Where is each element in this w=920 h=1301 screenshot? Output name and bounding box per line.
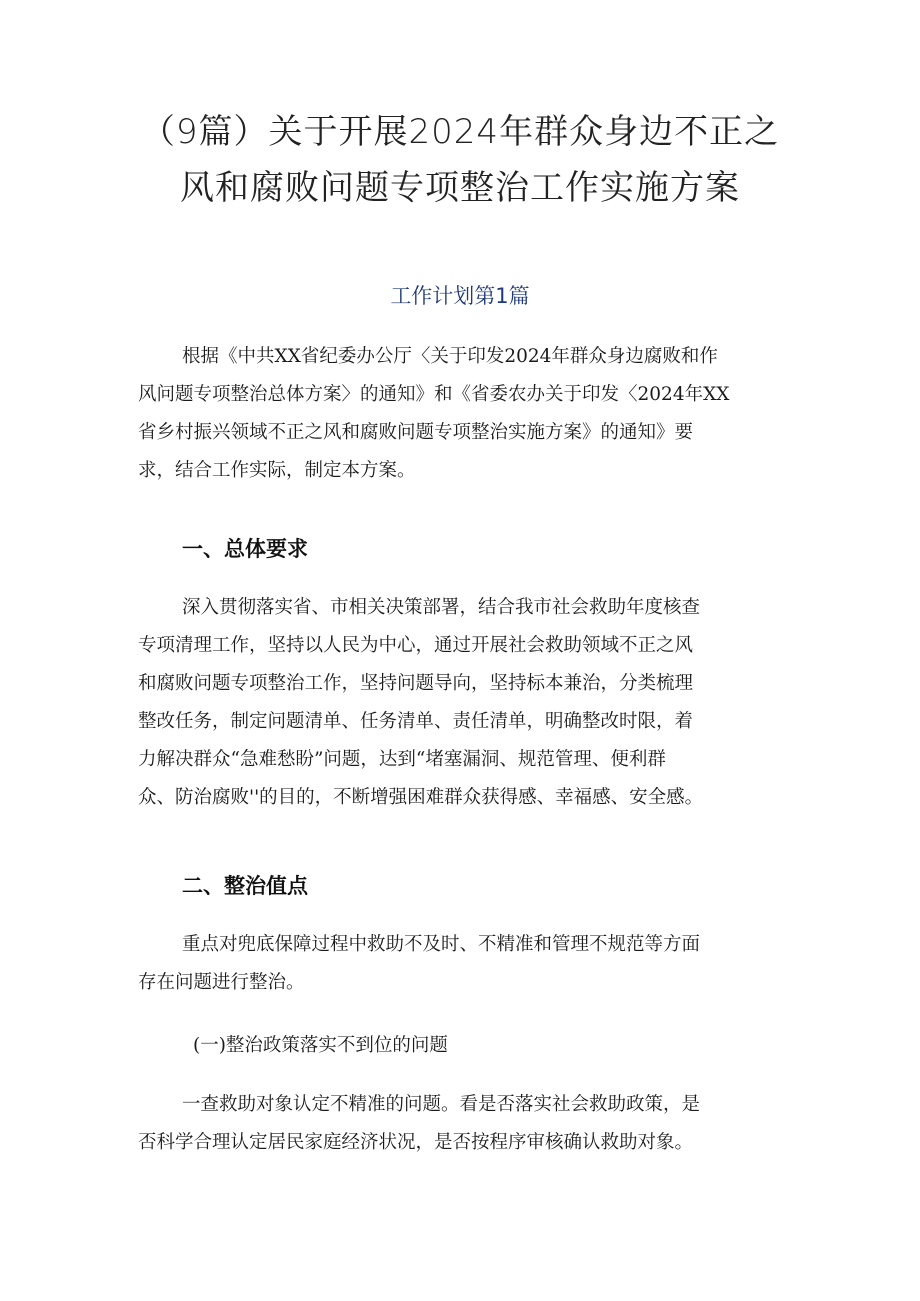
subsection-1-line-1: 一查救助对象认定不精准的问题。看是否落实社会救助政策，是: [182, 1094, 701, 1115]
section-1-paragraph: [138, 589, 798, 817]
section-1-heading: 一、总体要求: [182, 537, 308, 561]
section-1-line-2: 专项清理工作，坚持以人民为中心，通过开展社会救助领域不正之风: [138, 635, 694, 656]
section-2-line-1: 重点对兜底保障过程中救助不及时、不精准和管理不规范等方面: [182, 934, 701, 955]
section-1-line-1: 深入贯彻落实省、市相关决策部署，结合我市社会救助年度核查: [182, 597, 701, 618]
subsection-1-line-2: 否科学合理认定居民家庭经济状况，是否按程序审核确认救助对象。: [138, 1132, 694, 1153]
title-line-1: （9篇）关于开展2024年群众身边不正之: [140, 112, 780, 152]
section-1-line-6: 众、防治腐败''的目的，不断增强困难群众获得感、幸福感、安全感。: [138, 787, 704, 808]
intro-line-3: 省乡村振兴领域不正之风和腐败问题专项整治实施方案》的通知》要: [138, 422, 694, 443]
document-title: [120, 104, 800, 216]
section-2-heading: 二、整治值点: [182, 874, 308, 898]
subtitle: 工作计划第1篇: [390, 284, 530, 308]
section-1-line-3: 和腐败问题专项整治工作，坚持问题导向，坚持标本兼治，分类梳理: [138, 673, 694, 694]
section-2-paragraph: [138, 926, 798, 1002]
title-line-2: 风和腐败问题专项整治工作实施方案: [180, 168, 740, 208]
intro-paragraph: [138, 338, 798, 490]
intro-line-4: 求，结合工作实际，制定本方案。: [138, 460, 416, 481]
subsection-1-heading: (一)整治政策落实不到位的问题: [193, 1035, 448, 1056]
section-1-line-4: 整改任务，制定问题清单、任务清单、责任清单，明确整改时限，着: [138, 711, 694, 732]
section-1-line-5: 力解决群众“急难愁盼”问题，达到“堵塞漏洞、规范管理、便利群: [138, 749, 666, 770]
subsection-1-paragraph: [138, 1086, 798, 1162]
section-2-line-2: 存在问题进行整治。: [138, 972, 305, 993]
intro-line-2: 风问题专项整治总体方案〉的通知》和《省委农办关于印发〈2024年XX: [138, 384, 730, 405]
intro-line-1: 根据《中共XX省纪委办公厅〈关于印发2024年群众身边腐败和作: [182, 346, 718, 367]
